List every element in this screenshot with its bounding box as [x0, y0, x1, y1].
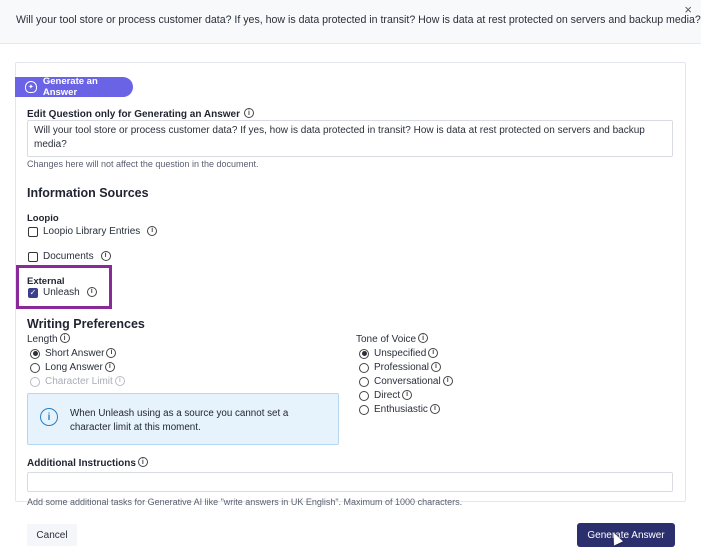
character-limit-label: Character Limit	[45, 376, 113, 387]
info-icon[interactable]: i	[105, 362, 115, 372]
info-icon[interactable]: i	[87, 287, 97, 297]
direct-label: Direct	[374, 390, 401, 401]
edit-question-help: Changes here will not affect the question in the document.	[27, 159, 259, 169]
documents-label: Documents	[43, 251, 94, 262]
length-option-short[interactable]	[30, 348, 116, 359]
length-option-character-limit	[30, 376, 125, 387]
tone-option-unspecified[interactable]	[359, 348, 438, 359]
long-answer-label: Long Answer	[45, 362, 103, 373]
documents-option[interactable]	[28, 251, 111, 262]
info-circle-icon: i	[40, 408, 58, 426]
tone-label-text: Tone of Voice	[356, 334, 417, 345]
professional-radio[interactable]	[359, 363, 369, 373]
generate-answer-button[interactable]: Generate Answer	[577, 523, 675, 547]
direct-radio[interactable]	[359, 391, 369, 401]
cancel-button[interactable]: Cancel	[27, 524, 77, 546]
notice-text: When Unleash using as a source you cannot set a character limit at this moment.	[70, 408, 289, 433]
information-sources-title: Information Sources	[27, 186, 149, 200]
short-answer-label: Short Answer	[45, 348, 105, 359]
modal-header	[0, 0, 701, 44]
library-entries-checkbox[interactable]	[28, 227, 38, 237]
unleash-checkbox[interactable]: ✓	[29, 288, 37, 297]
info-icon[interactable]: i	[244, 108, 254, 118]
tone-label	[356, 334, 428, 345]
unspecified-radio[interactable]	[359, 349, 369, 359]
library-entries-label: Loopio Library Entries	[43, 226, 141, 237]
length-label-text: Length	[27, 334, 58, 345]
character-limit-notice	[27, 393, 339, 445]
length-label	[27, 334, 70, 345]
tone-option-professional[interactable]	[359, 362, 441, 373]
info-icon: i	[115, 376, 125, 386]
lightbulb-icon: ✦	[25, 81, 37, 93]
short-answer-radio[interactable]	[30, 349, 40, 359]
info-icon[interactable]: i	[60, 333, 70, 343]
edit-question-textarea[interactable]: Will your tool store or process customer data? If yes, how is data protected in transit? How is data at rest protected on servers and backup media?	[27, 120, 673, 157]
conversational-radio[interactable]	[359, 377, 369, 387]
conversational-label: Conversational	[374, 376, 441, 387]
additional-instructions-help: Add some additional tasks for Generative AI like "write answers in UK English". Maximum of 1000 characters.	[27, 497, 463, 507]
professional-label: Professional	[374, 362, 430, 373]
enthusiastic-label: Enthusiastic	[374, 404, 428, 415]
info-icon[interactable]: i	[418, 333, 428, 343]
tone-option-conversational[interactable]	[359, 376, 453, 387]
long-answer-radio[interactable]	[30, 363, 40, 373]
info-icon[interactable]: i	[428, 348, 438, 358]
generate-answer-tab[interactable]	[15, 77, 133, 97]
unspecified-label: Unspecified	[374, 348, 427, 359]
tone-option-direct[interactable]	[359, 390, 412, 401]
info-icon[interactable]: i	[402, 390, 412, 400]
info-icon[interactable]: i	[106, 348, 116, 358]
tone-option-enthusiastic[interactable]	[359, 404, 440, 415]
info-icon[interactable]: i	[101, 251, 111, 261]
info-icon[interactable]: i	[147, 226, 157, 236]
edit-question-label	[27, 109, 254, 120]
external-group-label: External	[27, 276, 65, 287]
documents-checkbox[interactable]	[28, 252, 38, 262]
length-option-long[interactable]	[30, 362, 115, 373]
unleash-option[interactable]	[28, 287, 97, 298]
question-title: Will your tool store or process customer data? If yes, how is data protected in transit? How is data at rest protected on servers and backup media?	[16, 14, 701, 26]
additional-instructions-input[interactable]	[27, 472, 673, 492]
edit-question-label-text: Edit Question only for Generating an Answer	[27, 109, 240, 120]
additional-instructions-label-text: Additional Instructions	[27, 458, 136, 469]
character-limit-radio	[30, 377, 40, 387]
unleash-label: Unleash	[43, 287, 80, 298]
generate-answer-tab-label: Generate an Answer	[42, 76, 98, 98]
additional-instructions-label	[27, 458, 148, 469]
info-icon[interactable]: i	[430, 404, 440, 414]
library-entries-option[interactable]	[28, 226, 157, 237]
info-icon[interactable]: i	[443, 376, 453, 386]
info-icon[interactable]: i	[138, 457, 148, 467]
close-icon[interactable]: ×	[684, 2, 692, 17]
info-icon[interactable]: i	[431, 362, 441, 372]
loopio-group-label: Loopio	[27, 213, 59, 224]
writing-preferences-title: Writing Preferences	[27, 317, 145, 331]
enthusiastic-radio[interactable]	[359, 405, 369, 415]
